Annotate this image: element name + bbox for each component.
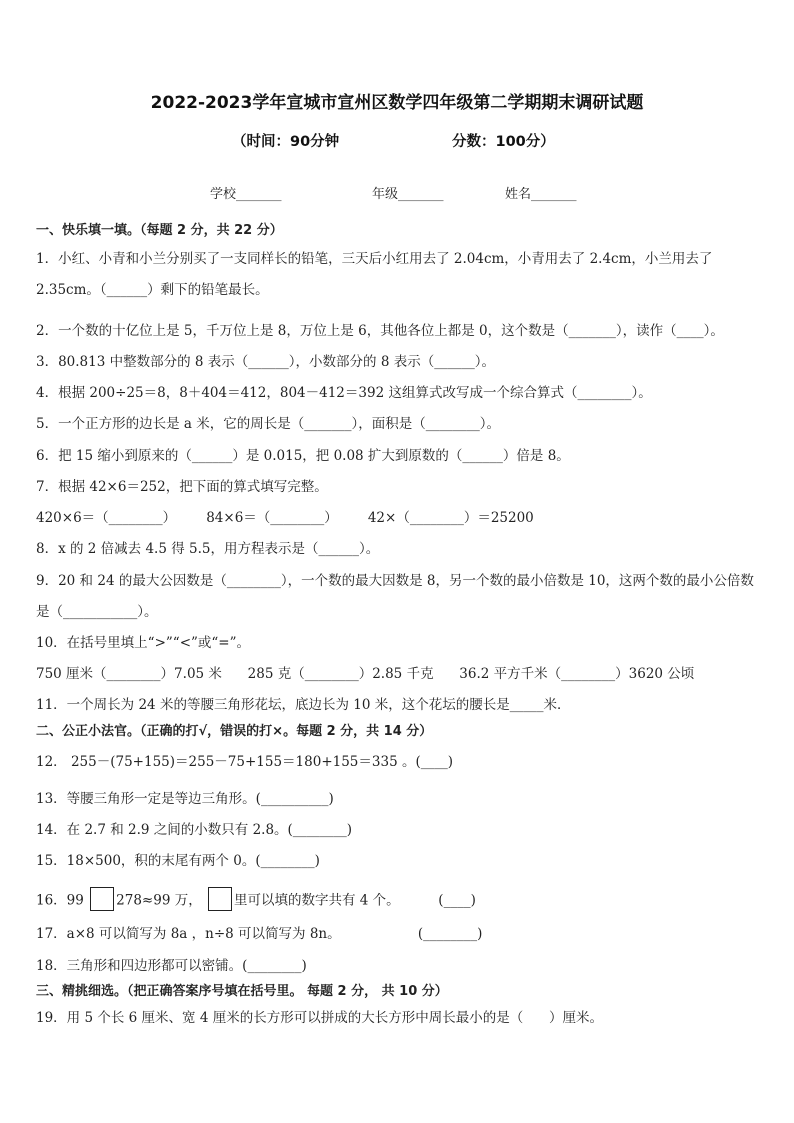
section-2-heading: 二、公正小法官。（正确的打√，错误的打×。每题 2 分，共 14 分） — [36, 724, 433, 739]
question-7-equations: 420×6＝（________） 84×6＝（________） 42×（________）＝25200 — [36, 510, 534, 526]
question-2: 2．一个数的十亿位上是 5，千万位上是 8，万位上是 6，其他各位上都是 0，这个数是（_______），读作（____）。 — [36, 323, 724, 339]
question-17: 17．a×8 可以简写为 8a ，n÷8 可以简写为 8n。 (________) — [36, 926, 483, 942]
page-title: 2022-2023学年宣城市宣州区数学四年级第二学期期末调研试题 — [150, 93, 644, 113]
name-field[interactable]: 姓名_______ — [505, 187, 577, 202]
question-14: 14．在 2.7 和 2.9 之间的小数只有 2.8。(________) — [36, 822, 353, 838]
answer-box[interactable] — [90, 887, 114, 911]
question-7: 7．根据 42×6＝252，把下面的算式填写完整。 — [36, 479, 328, 495]
section-1-heading: 一、快乐填一填。（每题 2 分，共 22 分） — [36, 223, 283, 238]
question-9-line-2: 是（___________）。 — [36, 604, 158, 620]
question-1-line-2: 2.35cm。（______）剩下的铅笔最长。 — [36, 282, 269, 298]
question-16-part-1: 16．99 — [36, 892, 84, 909]
section-3-heading: 三、精挑细选。（把正确答案序号填在括号里。 每题 2 分， 共 10 分） — [36, 984, 448, 999]
question-16-part-3: 里可以填的数字共有 4 个。 (____) — [234, 892, 476, 909]
grade-field[interactable]: 年级_______ — [372, 187, 444, 202]
question-1-line-1: 1．小红、小青和小兰分别买了一支同样长的铅笔，三天后小红用去了 2.04cm，小青用去了 2.4cm，小兰用去了 — [36, 251, 713, 267]
question-9-line-1: 9．20 和 24 的最大公因数是（________），一个数的最大因数是 8，另一个数的最小倍数是 10，这两个数的最小公倍数 — [36, 573, 754, 589]
question-18: 18．三角形和四边形都可以密铺。(________) — [36, 958, 307, 974]
question-19: 19．用 5 个长 6 厘米、宽 4 厘米的长方形可以拼成的大长方形中周长最小的是（ ）厘米。 — [36, 1010, 603, 1026]
question-6: 6．把 15 缩小到原来的（______）是 0.015，把 0.08 扩大到原数的（______）倍是 8。 — [36, 448, 570, 464]
exam-time: （时间：90分钟 — [232, 134, 340, 150]
question-3: 3．80.813 中整数部分的 8 表示（______），小数部分的 8 表示（______）。 — [36, 354, 495, 370]
question-13: 13．等腰三角形一定是等边三角形。(__________) — [36, 791, 334, 807]
school-field[interactable]: 学校_______ — [210, 187, 282, 202]
question-4: 4．根据 200÷25＝8，8＋404＝412，804－412＝392 这组算式改写成一个综合算式（________）。 — [36, 385, 652, 401]
question-10-comparisons: 750 厘米（________）7.05 米 285 克（________）2.85 千克 36.2 平方千米（________）3620 公顷 — [36, 666, 695, 682]
exam-score: 分数：100分） — [452, 134, 555, 150]
question-5: 5．一个正方形的边长是 a 米，它的周长是（_______），面积是（________）。 — [36, 416, 500, 432]
question-16-part-2: 278≈99 万， — [116, 892, 202, 909]
question-15: 15．18×500，积的末尾有两个 0。(________) — [36, 853, 320, 869]
question-16 — [36, 889, 476, 913]
answer-box[interactable] — [208, 887, 232, 911]
question-8: 8．x 的 2 倍减去 4.5 得 5.5，用方程表示是（______）。 — [36, 541, 380, 557]
question-12: 12． 255－(75+155)＝255－75+155＝180+155＝335 。(____) — [36, 754, 453, 770]
question-11: 11．一个周长为 24 米的等腰三角形花坛，底边长为 10 米，这个花坛的腰长是_____米． — [36, 697, 571, 713]
question-10: 10．在括号里填上“>”“<”或“=”。 — [36, 635, 251, 651]
